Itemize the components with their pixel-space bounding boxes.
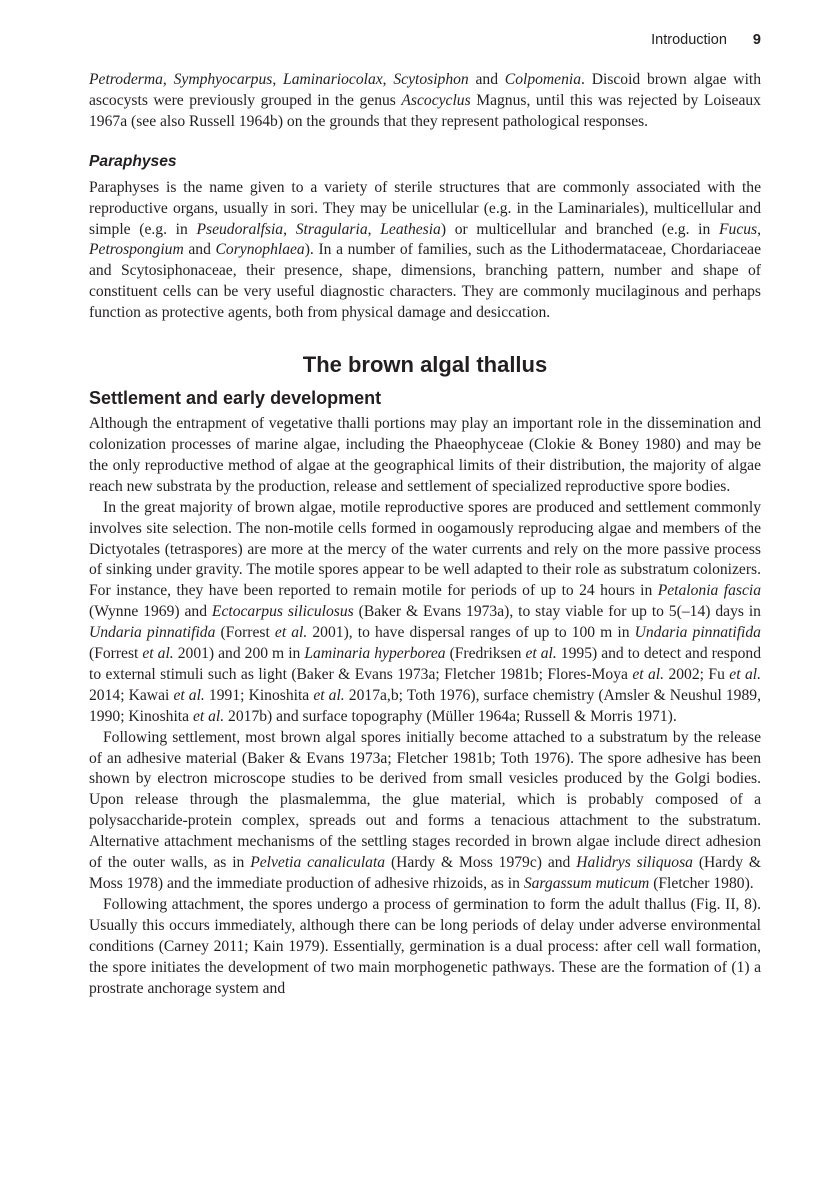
- genus-name: Scytosiphon: [393, 71, 469, 88]
- et-al: et al.: [729, 665, 761, 683]
- book-page: [89, 0, 761, 1200]
- genus-name: Corynophlaea: [215, 241, 305, 259]
- et-al: et al.: [525, 645, 557, 663]
- chapter-heading: The brown algal thallus: [302, 352, 548, 378]
- et-al: et al.: [274, 624, 308, 642]
- genus-name: Stragularia: [295, 220, 368, 238]
- species-name: Undaria pinnatifida: [89, 624, 216, 642]
- et-al: et al.: [192, 707, 225, 725]
- et-al: et al.: [313, 686, 345, 704]
- genus-name: Petroderma: [89, 71, 163, 88]
- body-text: [89, 70, 761, 999]
- settlement-paragraph-3: Following settlement, most brown algal spores initially become attached to a substratum by the release of an adhesive material (Baker & Evans 1973a; Fletcher 1981b; Toth 1976). The spore adhesive has been shown by electron microscope studies to be derived from small vesicles produced by the Golgi bodies. Upon release through the plasmalemma, the glue material, which is probably composed of a polysaccharide-protein complex, spreads out and forms a tenacious attachment to the substratum. Alternative attachment mechanisms of the settling stages recorded in brown algae include direct adhesion of the outer walls, as in Pelvetia canaliculata (Hardy & Moss 1979c) and Halidrys siliquosa (Hardy & Moss 1978) and the immediate production of adhesive rhizoids, as in Sargassum muticum (Fletcher 1980).: [89, 728, 761, 892]
- settlement-paragraph-1: Although the entrapment of vegetative thalli portions may play an important role in the dissemination and colonization processes of marine algae, including the Phaeophyceae (Clokie & Boney 1980) and may be the only reproductive method of algae at the geographical limits of their distribution, the majority of algae reach new substrata by the production, release and settlement of specialized reproductive spore bodies.: [89, 415, 761, 495]
- et-al: et al.: [142, 645, 174, 663]
- species-name: Undaria pinnatifida: [634, 624, 761, 642]
- genus-name: Symphyocarpus: [173, 71, 273, 88]
- species-name: Halidrys siliquosa: [576, 854, 693, 872]
- species-name: Ectocarpus siliculosus: [211, 603, 354, 621]
- species-name: Laminaria hyperborea: [304, 645, 446, 663]
- settlement-paragraph-4: Following attachment, the spores undergo a process of germination to form the adult thallus (Fig. II, 8). Usually this occurs immediately, although there can be long periods of delay under adverse environmental conditions (Carney 2011; Kain 1979). Essentially, germination is a dual process: after cell wall formation, the spore initiates the development of two main morphogenetic pathways. These are the formation of (1) a prostrate anchorage system and: [89, 895, 761, 997]
- paraphyses-paragraph: Paraphyses is the name given to a variety of sterile structures that are commonly associated with the reproductive organs, usually in sori. They may be unicellular (e.g. in the Laminariales), multicellular and simple (e.g. in Pseudoralfsia, Stragularia, Leathesia) or multicellular and branched (e.g. in Fucus, Petrospongium and Corynophlaea). In a number of families, such as the Lithodermataceae, Chordariaceae and Scytosiphonaceae, their presence, shape, dimensions, branching pattern, number and shape of constituent cells can be very useful diagnostic characters. They are commonly mucilaginous and perhaps function as protective agents, both from physical damage and desiccation.: [89, 178, 762, 322]
- species-name: Pelvetia canaliculata: [250, 854, 386, 872]
- running-title: Introduction: [651, 32, 727, 48]
- genus-name: Pseudoralfsia: [196, 220, 284, 238]
- intro-paragraph: Petroderma, Symphyocarpus, Laminariocolax, Scytosiphon and Colpomenia. Discoid brown algae with ascocysts were previously grouped in the genus Ascocyclus Magnus, until this was rejected by Loiseaux 1967a (see also Russell 1964b) on the grounds that they represent pathological responses.: [89, 71, 762, 130]
- genus-name: Colpomenia: [504, 71, 582, 88]
- section-title-paraphyses: Paraphyses: [89, 152, 177, 170]
- genus-name: Ascocyclus: [401, 91, 471, 109]
- species-name: Sargassum muticum: [523, 875, 650, 892]
- genus-name: Petrospongium: [89, 241, 184, 259]
- genus-name: Fucus: [719, 220, 758, 238]
- genus-name: Laminariocolax: [283, 71, 383, 88]
- genus-name: Leathesia: [380, 220, 441, 238]
- running-header: [651, 32, 761, 48]
- species-name: Petalonia fascia: [657, 582, 761, 600]
- settlement-paragraph-2: In the great majority of brown algae, motile reproductive spores are produced and settlement commonly involves site selection. The non-motile cells formed in oogamously reproducing algae and members of the Dictyotales (tetraspores) are more at the mercy of the water currents and rely on the more passive process of sinking under gravity. The motile spores appear to be well adapted to their role as substratum colonizers. For instance, they have been reported to remain motile for periods of up to 24 hours in Petalonia fascia (Wynne 1969) and Ectocarpus siliculosus (Baker & Evans 1973a), to stay viable for up to 5(–14) days in Undaria pinnatifida (Forrest et al. 2001), to have dispersal ranges of up to 100 m in Undaria pinnatifida (Forrest et al. 2001) and 200 m in Laminaria hyperborea (Fredriksen et al. 1995) and to detect and respond to external stimuli such as light (Baker & Evans 1973a; Fletcher 1981b; Flores-Moya et al. 2002; Fu et al. 2014; Kawai et al. 1991; Kinoshita et al. 2017a,b; Toth 1976), surface chemistry (Amsler & Neushul 1989, 1990; Kinoshita et al. 2017b) and surface topography (Müller 1964a; Russell & Morris 1971).: [89, 498, 762, 725]
- et-al: et al.: [173, 686, 205, 704]
- section-heading-settlement: Settlement and early development: [89, 388, 382, 409]
- page-number: 9: [752, 32, 761, 48]
- et-al: et al.: [632, 665, 665, 683]
